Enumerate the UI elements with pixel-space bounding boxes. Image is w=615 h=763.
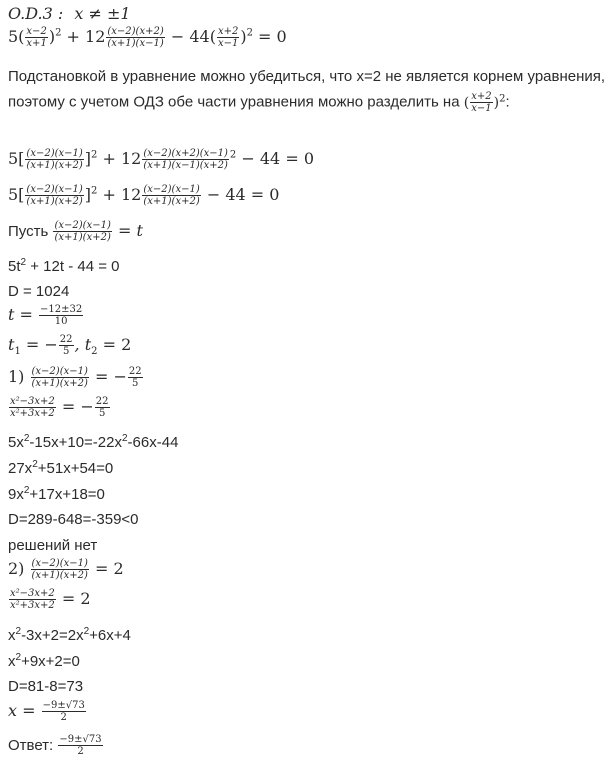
- numerator: −9±√73: [59, 734, 102, 745]
- eq-text: ]: [84, 185, 92, 204]
- fraction: [42, 700, 86, 723]
- exponent: 2: [15, 626, 22, 637]
- eq-text: = 2: [56, 589, 91, 608]
- denominator: 5: [62, 346, 70, 357]
- denominator: (x+1)(x−1): [107, 38, 164, 49]
- numerator: 22: [59, 334, 73, 345]
- eq-text: 27x: [8, 460, 33, 477]
- exponent: 2: [23, 485, 30, 496]
- denominator: (x+1)(x+2): [31, 378, 88, 389]
- eq-text: 5t: [8, 258, 21, 275]
- eq-text: + 12: [97, 149, 142, 168]
- denominator: (x+1)(x−1)(x+2): [143, 160, 228, 171]
- denominator: (x+1)(x+2): [143, 196, 200, 207]
- eq-text: = 2: [97, 335, 132, 354]
- case1-expanded: [8, 396, 111, 419]
- numerator: −9±√73: [42, 700, 85, 711]
- denominator: 5: [98, 408, 106, 419]
- equation-original: [8, 26, 287, 49]
- numerator: (x−2)(x−1): [31, 366, 88, 377]
- case2-expanded: [8, 588, 91, 611]
- exponent: 2: [499, 93, 506, 104]
- eq-text: t: [8, 335, 15, 354]
- exponent: 2: [23, 433, 30, 444]
- eq-text: 9x: [8, 486, 24, 503]
- eq-text: + 12t - 44 = 0: [26, 258, 120, 275]
- exponent: 2: [55, 27, 62, 39]
- eq-text: t =: [8, 305, 33, 324]
- answer-label: Ответ:: [8, 737, 54, 754]
- denominator: x+1: [26, 38, 47, 49]
- substitution-line: [8, 220, 143, 243]
- substitution-label: Пусть: [8, 223, 49, 240]
- numerator: −12±32: [40, 304, 83, 315]
- eq-text: 5x: [8, 434, 24, 451]
- denominator: 5: [132, 378, 139, 389]
- numerator: (x−2)(x+2)(x−1): [143, 148, 228, 159]
- case1-step3: [8, 486, 105, 502]
- case2-step1: [8, 627, 131, 643]
- denominator: 2: [60, 712, 67, 723]
- eq-text: -15x+10=-22x: [29, 434, 122, 451]
- fraction: [9, 588, 56, 611]
- eq-text: = −: [89, 367, 127, 386]
- denominator: (x+1)(x+2): [31, 570, 88, 581]
- eq-text: :: [505, 93, 510, 111]
- case1-equation: [8, 366, 144, 389]
- t-values: [8, 334, 131, 357]
- exponent: 2: [20, 257, 27, 268]
- equation-simplified: [8, 184, 279, 207]
- fraction: [25, 184, 83, 207]
- fraction: [39, 304, 83, 327]
- denominator: (x+1)(x+2): [26, 160, 83, 171]
- exponent: 2: [83, 626, 90, 637]
- numerator: x+2: [471, 91, 492, 103]
- fraction: [142, 148, 229, 171]
- fraction: [53, 220, 111, 243]
- exponent: 2: [32, 459, 38, 470]
- denominator: x²+3x+2: [10, 408, 55, 419]
- odz-line: [8, 6, 131, 22]
- case1-no-solutions: решений нет: [8, 537, 98, 554]
- eq-text: ]: [84, 149, 92, 168]
- eq-text: +9x+2=0: [21, 653, 80, 670]
- discriminant-t: D = 1024: [8, 283, 70, 300]
- answer-line: [8, 734, 104, 757]
- case1-step1: [8, 434, 178, 450]
- eq-text: -66x-44: [127, 434, 179, 451]
- eq-text: − 44(: [165, 27, 216, 46]
- eq-text: ): [240, 27, 247, 46]
- eq-text: − 44 = 0: [236, 149, 314, 168]
- case1-discriminant: D=289-648=-359<0: [8, 511, 139, 528]
- numerator: (x−2)(x−1): [26, 148, 83, 159]
- eq-text: 5[: [8, 185, 25, 204]
- exponent: 2: [91, 185, 98, 197]
- eq-text: , t: [74, 335, 92, 354]
- odz-label: O.D.3 :: [8, 4, 64, 23]
- eq-text: = 2: [89, 559, 124, 578]
- subscript: 1: [14, 346, 21, 358]
- fraction: [470, 91, 492, 114]
- fraction: [31, 558, 89, 581]
- eq-text: 5[: [8, 149, 25, 168]
- eq-text: +51x+54=0: [37, 460, 114, 477]
- denominator: x−1: [217, 38, 239, 49]
- odz-condition: x ≠ ±1: [74, 4, 131, 23]
- numerator: (x−2)(x−1): [143, 184, 200, 195]
- fraction: [142, 184, 200, 207]
- numerator: (x−2)(x−1): [54, 220, 111, 231]
- numerator: x−2: [26, 26, 47, 37]
- fraction: [95, 396, 110, 419]
- fraction: [58, 734, 102, 757]
- denominator: 2: [77, 746, 84, 757]
- eq-text: +17x+18=0: [29, 486, 105, 503]
- eq-text: -3x+2=2x: [21, 627, 84, 644]
- equation-divided: [8, 148, 314, 171]
- eq-text: x =: [8, 701, 36, 720]
- eq-text: + 12: [97, 185, 142, 204]
- fraction: [106, 26, 164, 49]
- denominator: 10: [54, 316, 68, 327]
- fraction: [31, 366, 89, 389]
- case2-equation: [8, 558, 124, 581]
- fraction: [59, 334, 74, 357]
- numerator: x+2: [217, 26, 239, 37]
- t-root-formula: [8, 304, 84, 327]
- eq-text: − 44 = 0: [201, 185, 280, 204]
- denominator: x²+3x+2: [10, 600, 55, 611]
- case2-step2: [8, 653, 80, 669]
- eq-text: x: [8, 653, 16, 670]
- eq-text: x: [8, 627, 16, 644]
- eq-text: + 12: [61, 27, 106, 46]
- case2-discriminant: D=81-8=73: [8, 678, 84, 695]
- numerator: 22: [128, 366, 142, 377]
- explanation-text: Подстановкой в уравнение можно убедиться, что x=2 не является корнем уравнения, поэтому с учетом ОДЗ обе части уравнения можно разделить на: [8, 68, 606, 111]
- fraction: [25, 26, 47, 49]
- numerator: (x−2)(x−1): [26, 184, 83, 195]
- subscript: 2: [91, 346, 98, 358]
- exponent: 2: [15, 652, 22, 663]
- eq-text: = t: [112, 221, 143, 240]
- fraction: [217, 26, 239, 49]
- case2-roots: [8, 700, 87, 723]
- exponent: 2: [246, 27, 253, 39]
- numerator: (x−2)(x−1): [31, 558, 88, 569]
- numerator: 22: [95, 396, 109, 407]
- quadratic-t: [8, 258, 119, 274]
- eq-text: +6x+4: [89, 627, 131, 644]
- case-label: 2): [8, 559, 25, 578]
- exponent: 2: [229, 149, 237, 161]
- eq-text: = −: [56, 397, 94, 416]
- fraction: [25, 148, 83, 171]
- eq-text: = 0: [252, 27, 287, 46]
- eq-text: 5(: [8, 27, 25, 46]
- fraction: [9, 396, 56, 419]
- exponent: 2: [91, 149, 98, 161]
- eq-text: = −: [20, 335, 58, 354]
- fraction: [128, 366, 143, 389]
- denominator: (x+1)(x+2): [26, 196, 83, 207]
- numerator: x²−3x+2: [10, 396, 55, 407]
- eq-text: ): [48, 27, 56, 46]
- denominator: (x+1)(x+2): [54, 232, 111, 243]
- numerator: (x−2)(x+2): [107, 26, 164, 37]
- case1-step2: [8, 460, 113, 476]
- numerator: x²−3x+2: [10, 588, 55, 599]
- denominator: x−1: [471, 103, 492, 115]
- explanation-paragraph: Подстановкой в уравнение можно убедиться, что x=2 не является корнем уравнения, поэтому с учетом ОДЗ обе части уравнения можно разделить на ( $\frac{x+2}{x-1}$ )$^2$:: [8, 68, 606, 115]
- exponent: 2: [121, 433, 128, 444]
- case-label: 1): [8, 367, 25, 386]
